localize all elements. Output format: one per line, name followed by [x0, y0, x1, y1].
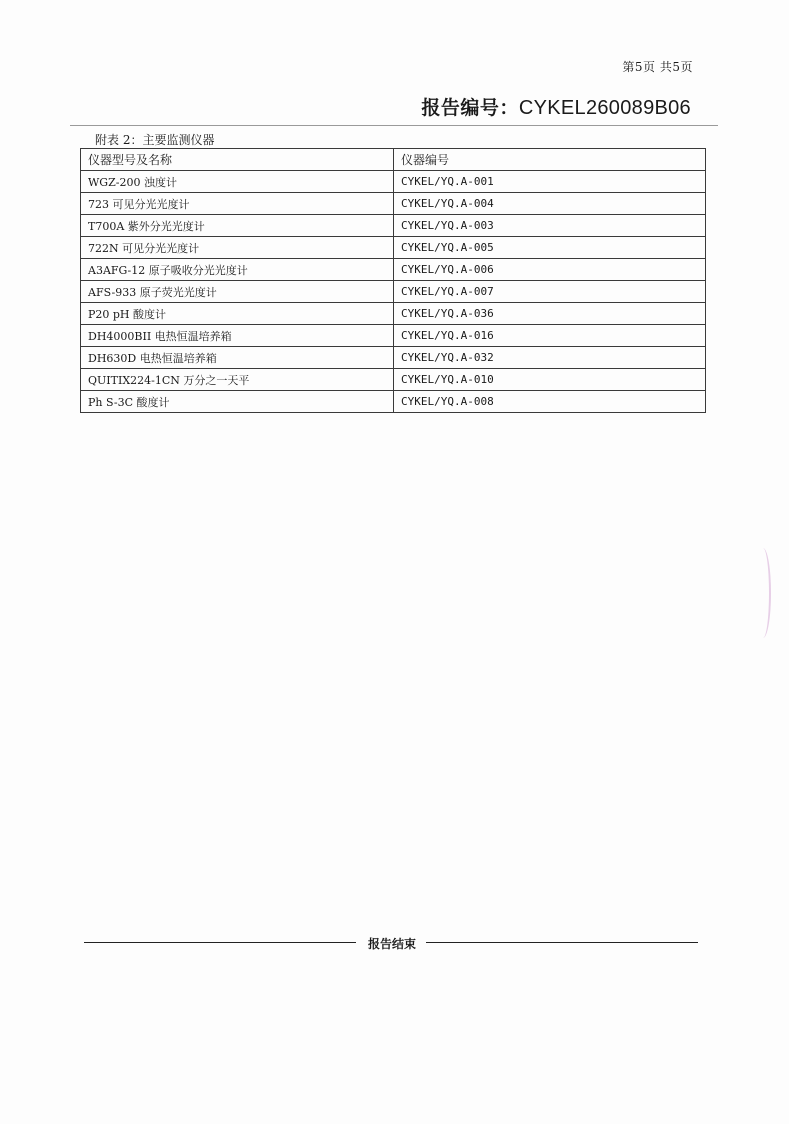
- instrument-name: WGZ-200 浊度计: [81, 171, 394, 193]
- instrument-name: Ph S-3C 酸度计: [81, 391, 394, 413]
- table-row: [81, 391, 706, 413]
- report-end-divider: [84, 936, 698, 950]
- table-header-row: [81, 149, 706, 171]
- table-row: [81, 171, 706, 193]
- instrument-name: 722N 可见分光光度计: [81, 237, 394, 259]
- page-indicator: 第5页 共5页: [622, 60, 693, 74]
- table-row: [81, 325, 706, 347]
- instrument-id: CYKEL/YQ.A-007: [394, 281, 706, 303]
- column-header-name: 仪器型号及名称: [81, 149, 394, 171]
- table-caption: 附表 2：主要监测仪器: [95, 133, 215, 147]
- report-number: [421, 93, 691, 120]
- instrument-id: CYKEL/YQ.A-036: [394, 303, 706, 325]
- end-divider-right-line: [426, 942, 698, 943]
- report-number-value: CYKEL260089B06: [518, 97, 691, 119]
- stamp-edge-mark: [755, 548, 771, 638]
- instrument-name: QUITIX224-1CN 万分之一天平: [81, 369, 394, 391]
- instrument-name: A3AFG-12 原子吸收分光光度计: [81, 259, 394, 281]
- table-row: [81, 237, 706, 259]
- instrument-id: CYKEL/YQ.A-005: [394, 237, 706, 259]
- instrument-name: DH4000BII 电热恒温培养箱: [81, 325, 394, 347]
- table-row: [81, 347, 706, 369]
- end-divider-left-line: [84, 942, 356, 943]
- instrument-name: AFS-933 原子荧光光度计: [81, 281, 394, 303]
- header-divider: [70, 125, 718, 126]
- table-row: [81, 215, 706, 237]
- instrument-name: DH630D 电热恒温培养箱: [81, 347, 394, 369]
- instrument-id: CYKEL/YQ.A-032: [394, 347, 706, 369]
- table-row: [81, 369, 706, 391]
- instrument-name: T700A 紫外分光光度计: [81, 215, 394, 237]
- table-row: [81, 193, 706, 215]
- instrument-table: [80, 148, 706, 413]
- report-number-label: 报告编号：: [421, 97, 519, 119]
- instrument-id: CYKEL/YQ.A-008: [394, 391, 706, 413]
- instrument-name: P20 pH 酸度计: [81, 303, 394, 325]
- instrument-name: 723 可见分光光度计: [81, 193, 394, 215]
- instrument-id: CYKEL/YQ.A-003: [394, 215, 706, 237]
- table-row: [81, 303, 706, 325]
- instrument-id: CYKEL/YQ.A-001: [394, 171, 706, 193]
- instrument-id: CYKEL/YQ.A-010: [394, 369, 706, 391]
- instrument-id: CYKEL/YQ.A-006: [394, 259, 706, 281]
- report-end-text: 报告结束: [368, 937, 417, 951]
- table-row: [81, 259, 706, 281]
- table-row: [81, 281, 706, 303]
- column-header-id: 仪器编号: [394, 149, 706, 171]
- instrument-id: CYKEL/YQ.A-016: [394, 325, 706, 347]
- instrument-id: CYKEL/YQ.A-004: [394, 193, 706, 215]
